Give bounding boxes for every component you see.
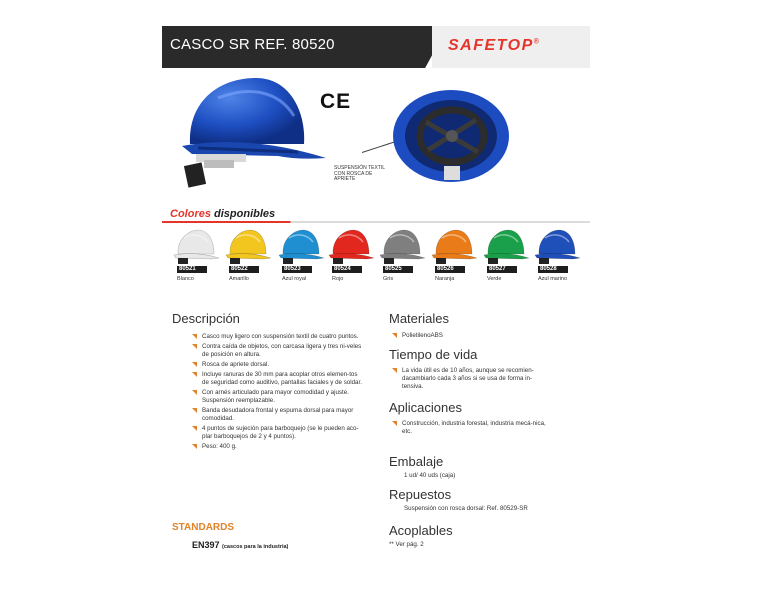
color-code: 80527 <box>487 266 517 273</box>
color-swatch <box>172 228 222 286</box>
color-name: Naranja <box>435 276 455 282</box>
brand-logo: SAFETOP® <box>448 37 541 54</box>
helmet-thumbnail <box>277 228 325 264</box>
color-swatch <box>224 228 274 286</box>
standards-heading: STANDARDS <box>172 522 235 533</box>
repuestos-heading: Repuestos <box>389 487 452 502</box>
color-swatch <box>327 228 377 286</box>
list-item: Rosca de apriete dorsal. <box>192 361 362 369</box>
color-code: 80524 <box>332 266 362 273</box>
tiempo-heading: Tiempo de vida <box>389 347 478 362</box>
tiempo-list <box>392 367 547 393</box>
color-swatch <box>430 228 480 286</box>
color-code: 80522 <box>229 266 259 273</box>
color-swatch <box>277 228 327 286</box>
aplicaciones-heading: Aplicaciones <box>389 400 462 415</box>
helmet-thumbnail <box>327 228 375 264</box>
list-item: Contra caída de objetos, con carcasa ligera y tres ni-veles de posición en altura. <box>192 343 362 359</box>
list-item: Con arnés articulado para mayor comodidad y ajuste. Suspensión reemplazable. <box>192 389 362 405</box>
color-code: 80523 <box>282 266 312 273</box>
color-code: 80528 <box>538 266 568 273</box>
color-name: Gris <box>383 276 394 282</box>
color-swatch <box>533 228 583 286</box>
helmet-thumbnail <box>430 228 478 264</box>
helmet-side-image <box>178 72 330 194</box>
color-code: 80521 <box>177 266 207 273</box>
helmet-thumbnail <box>378 228 426 264</box>
helmet-thumbnail <box>224 228 272 264</box>
standards-line <box>192 540 288 550</box>
acoplables-text: ** Ver pág. 2 <box>389 541 424 548</box>
helmet-thumbnail <box>172 228 220 264</box>
helmet-thumbnail <box>482 228 530 264</box>
repuestos-text: Suspensión con rosca dorsal: Ref. 80529-SR <box>404 505 528 512</box>
color-swatch <box>482 228 532 286</box>
list-item: Casco muy ligero con suspensión textil de cuatro puntos. <box>192 333 362 341</box>
helmet-suspension-image <box>388 82 514 190</box>
descripcion-list <box>192 333 362 453</box>
list-item: Peso: 400 g. <box>192 443 362 451</box>
materiales-heading: Materiales <box>389 311 449 326</box>
color-name: Rojo <box>332 276 344 282</box>
color-code: 80526 <box>435 266 465 273</box>
color-name: Azul royal <box>282 276 307 282</box>
color-name: Blanco <box>177 276 194 282</box>
descripcion-heading: Descripción <box>172 311 240 326</box>
color-name: Verde <box>487 276 502 282</box>
color-swatch <box>378 228 428 286</box>
helmet-thumbnail <box>533 228 581 264</box>
ce-mark: CE <box>320 90 352 113</box>
color-name: Amarillo <box>229 276 249 282</box>
colors-heading: Colores disponibles <box>170 208 276 220</box>
embalaje-heading: Embalaje <box>389 454 444 469</box>
page-title: CASCO SR REF. 80520 <box>170 36 335 53</box>
standard-detail: (cascos para la industria) <box>222 544 289 550</box>
list-item: La vida útil es de 10 años, aunque se recomien-dacambiarlo cada 3 años si se usa de forma in-tensiva. <box>392 367 547 391</box>
list-item: Construcción, industria forestal, industria mecá-nica, etc. <box>392 420 547 436</box>
embalaje-text: 1 ud/ 40 uds (caja) <box>404 472 456 479</box>
acoplables-heading: Acoplables <box>389 523 453 538</box>
list-item: PolietilenoABS <box>392 332 552 340</box>
aplicaciones-list <box>392 420 547 438</box>
list-item: Incluye ranuras de 30 mm para acoplar otros elemen-tos de seguridad como auditivo, pantallas faciales y de soldar. <box>192 371 362 387</box>
list-item: Banda desudadora frontal y espuma dorsal para mayor comodidad. <box>192 407 362 423</box>
list-item: 4 puntos de sujeción para barboquejo (se le pueden aco-plar barboquejos de 2 y 4 puntos). <box>192 425 362 441</box>
materiales-list <box>392 332 552 342</box>
suspension-note: SUSPENSIÓN TEXTIL CON ROSCA DE APRIETE <box>334 165 385 182</box>
color-name: Azul marino <box>538 276 568 282</box>
colors-divider <box>162 221 590 223</box>
standard-code: EN397 <box>192 540 220 550</box>
color-code: 80525 <box>383 266 413 273</box>
